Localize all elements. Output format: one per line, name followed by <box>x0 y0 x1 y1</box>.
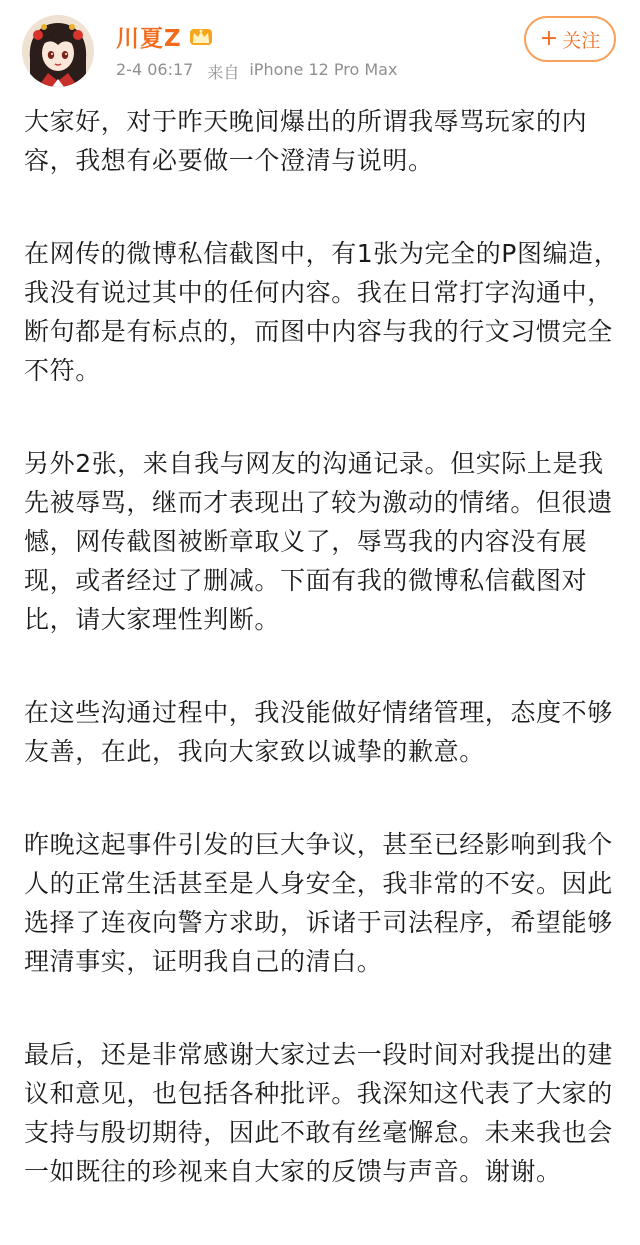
device-name[interactable]: iPhone 12 Pro Max <box>249 60 398 79</box>
source-prefix: 来自 <box>207 63 240 82</box>
post-date: 2-4 06:17 <box>116 60 194 79</box>
post-paragraph-6: 最后，还是非常感谢大家过去一段时间对我提出的建议和意见，也包括各种批评。我深知这代表了大家的支持与殷切期待，因此不敢有丝毫懈怠。未来我也会一如既往的珍视来自大家的反馈与声音。谢谢。 <box>24 1040 613 1186</box>
post-body <box>24 102 620 1245</box>
post-paragraph-5: 昨晚这起事件引发的巨大争议，甚至已经影响到我个人的正常生活甚至是人身安全，我非常的不安。因此选择了连夜向警方求助，诉诸于司法程序，希望能够理清事实，证明我自己的清白。 <box>24 830 613 976</box>
avatar[interactable] <box>22 15 94 87</box>
post-meta <box>116 60 397 83</box>
plus-icon: + <box>539 26 559 51</box>
post-header <box>0 0 640 100</box>
post-paragraph-2: 在网传的微博私信截图中，有1张为完全的P图编造，我没有说过其中的任何内容。我在日常打字沟通中，断句都是有标点的，而图中内容与我的行文习惯完全不符。 <box>24 239 620 385</box>
author-name[interactable]: 川夏Z <box>116 25 182 52</box>
author-row <box>116 18 214 54</box>
post-paragraph-3: 另外2张，来自我与网友的沟通记录。但实际上是我先被辱骂，继而才表现出了较为激动的情绪。但很遗憾，网传截图被断章取义了，辱骂我的内容没有展现，或者经过了删减。下面有我的微博私信截图对比，请大家理性判断。 <box>24 449 613 634</box>
crown-vip-icon[interactable] <box>188 23 214 49</box>
post-paragraph-4: 在这些沟通过程中，我没能做好情绪管理，态度不够友善，在此，我向大家致以诚挚的歉意。 <box>24 698 613 766</box>
anime-girl-avatar-icon <box>22 15 94 87</box>
follow-button[interactable] <box>524 16 616 62</box>
follow-label: 关注 <box>562 29 601 52</box>
post-paragraph-1: 大家好，对于昨天晚间爆出的所谓我辱骂玩家的内容，我想有必要做一个澄清与说明。 <box>24 107 588 175</box>
